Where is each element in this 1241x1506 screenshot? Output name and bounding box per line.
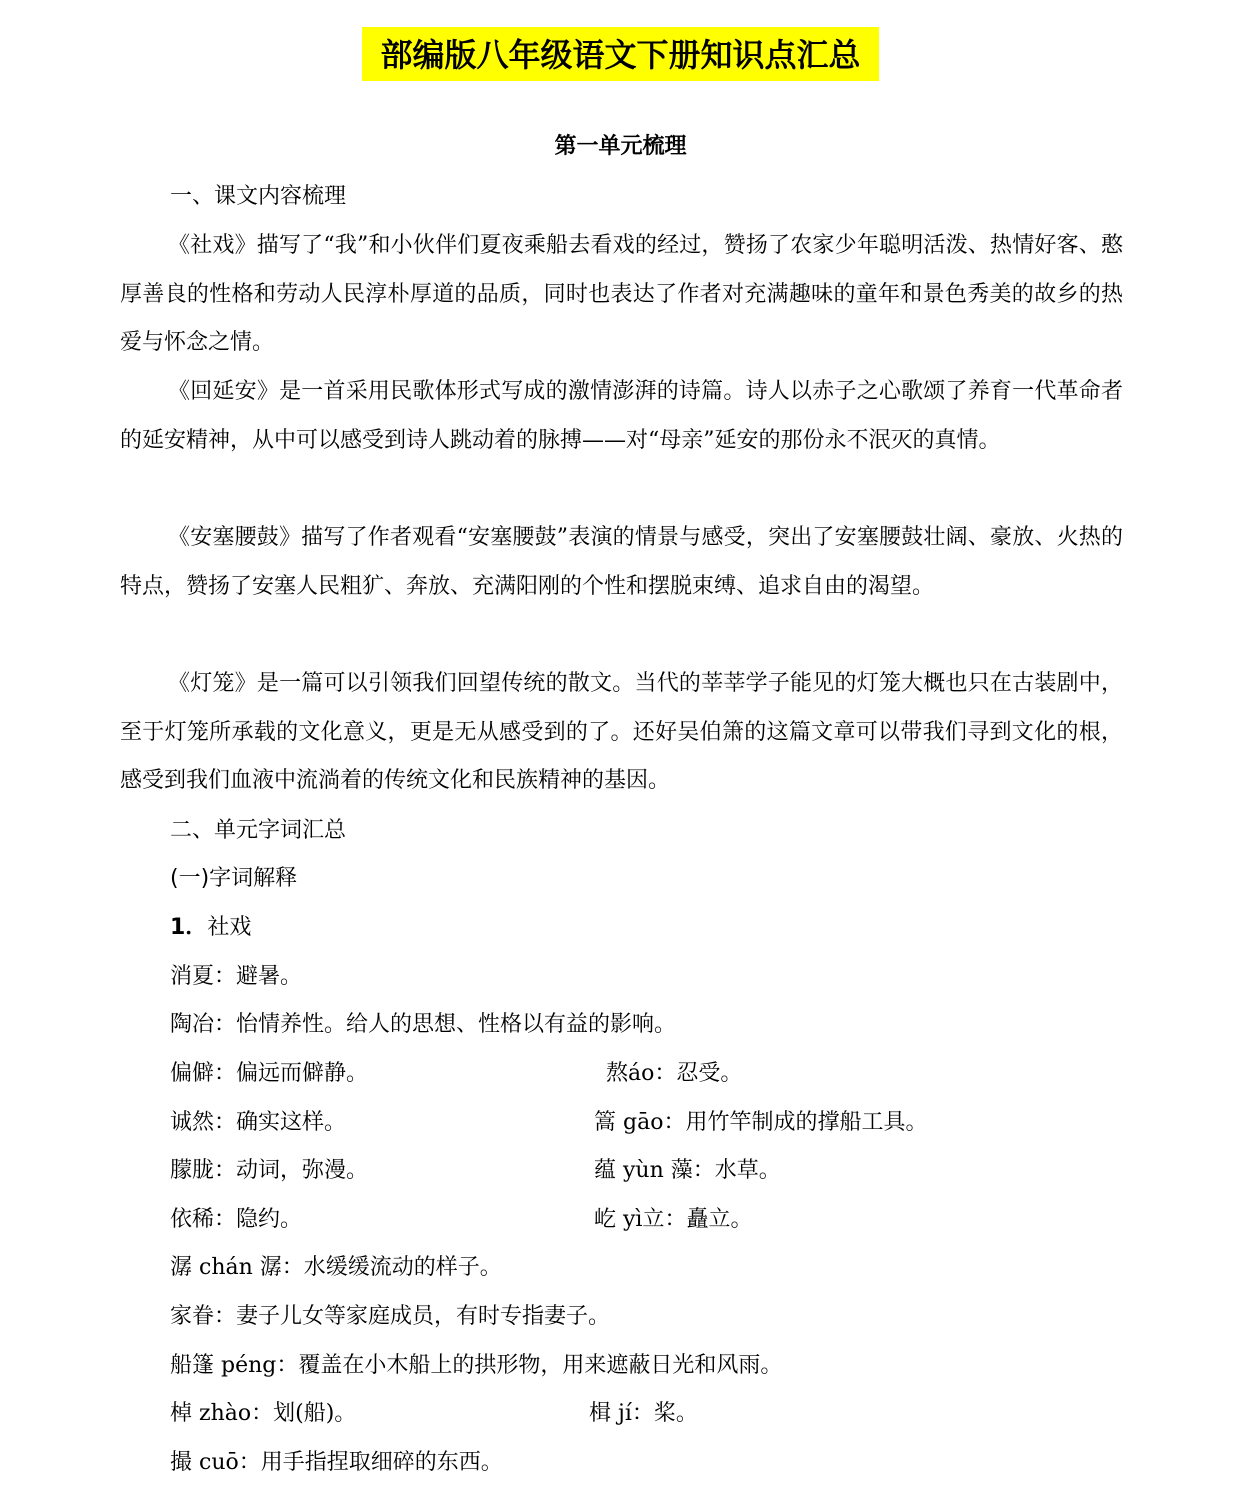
term-xiaoxia: 消夏：避暑。 (170, 964, 303, 989)
document-title: 部编版八年级语文下册知识点汇总 (362, 27, 878, 81)
unit-title: 第一单元梳理 (554, 134, 687, 159)
section-heading-vocabulary: 二、单元字词汇总 (170, 818, 347, 843)
subheading-word-explanation: (一)字词解释 (170, 866, 298, 891)
lesson-heading (170, 912, 251, 944)
term-menglong: 朦胧：动词，弥漫。 (170, 1158, 369, 1183)
term-zhao: 棹 zhào：划(船)。 (170, 1401, 357, 1426)
term-ji: 楫 jí：桨。 (589, 1401, 698, 1426)
term-jiajuan: 家眷：妻子儿女等家庭成员，有时专指妻子。 (170, 1304, 611, 1329)
term-chengran: 诚然：确实这样。 (170, 1110, 347, 1135)
term-yili: 屹 yì立：矗立。 (594, 1207, 753, 1232)
paragraph-huiyanan: 《回延安》是一首采用民歌体形式写成的激情澎湃的诗篇。诗人以赤子之心歌颂了养育一代革命者的延安精神，从中可以感受到诗人跳动着的脉搏——对“母亲”延安的那份永不泯灭的真情。 (120, 379, 1123, 453)
term-ao: 熬áo：忍受。 (606, 1061, 743, 1086)
lesson-number: 1． (170, 915, 208, 940)
term-yixi: 依稀：隐约。 (170, 1207, 303, 1232)
term-yunzao: 蕴 yùn 藻：水草。 (594, 1158, 781, 1183)
section-heading-text-review: 一、课文内容梳理 (170, 184, 347, 209)
term-cuo: 撮 cuō：用手指捏取细碎的东西。 (170, 1450, 503, 1475)
paragraph-denglong: 《灯笼》是一篇可以引领我们回望传统的散文。当代的莘莘学子能见的灯笼大概也只在古装剧中，至于灯笼所承载的文化意义，更是无从感受到的了。还好吴伯箫的这篇文章可以带我们寻到文化的根，感受到我们血液中流淌着的传统文化和民族精神的基因。 (120, 671, 1123, 793)
paragraph-ansaiyaogu: 《安塞腰鼓》描写了作者观看“安塞腰鼓”表演的情景与感受，突出了安塞腰鼓壮阔、豪放、火热的特点，赞扬了安塞人民粗犷、奔放、充满阳刚的个性和摆脱束缚、追求自由的渴望。 (120, 525, 1123, 599)
term-chuanpeng: 船篷 péng：覆盖在小木船上的拱形物，用来遮蔽日光和风雨。 (170, 1353, 783, 1378)
paragraph-shexi: 《社戏》描写了“我”和小伙伴们夏夜乘船去看戏的经过，赞扬了农家少年聪明活泼、热情好客、憨厚善良的性格和劳动人民淳朴厚道的品质，同时也表达了作者对充满趣味的童年和景色秀美的故乡的热爱与怀念之情。 (120, 233, 1123, 355)
term-gao: 篙 gāo：用竹竿制成的撑船工具。 (594, 1110, 928, 1135)
term-chanchan: 潺 chán 潺：水缓缓流动的样子。 (170, 1255, 502, 1280)
document-title-wrap (0, 27, 1241, 81)
lesson-name: 社戏 (207, 915, 252, 940)
term-pianpi: 偏僻：偏远而僻静。 (170, 1061, 369, 1086)
term-taoye: 陶冶：怡情养性。给人的思想、性格以有益的影响。 (170, 1012, 677, 1037)
